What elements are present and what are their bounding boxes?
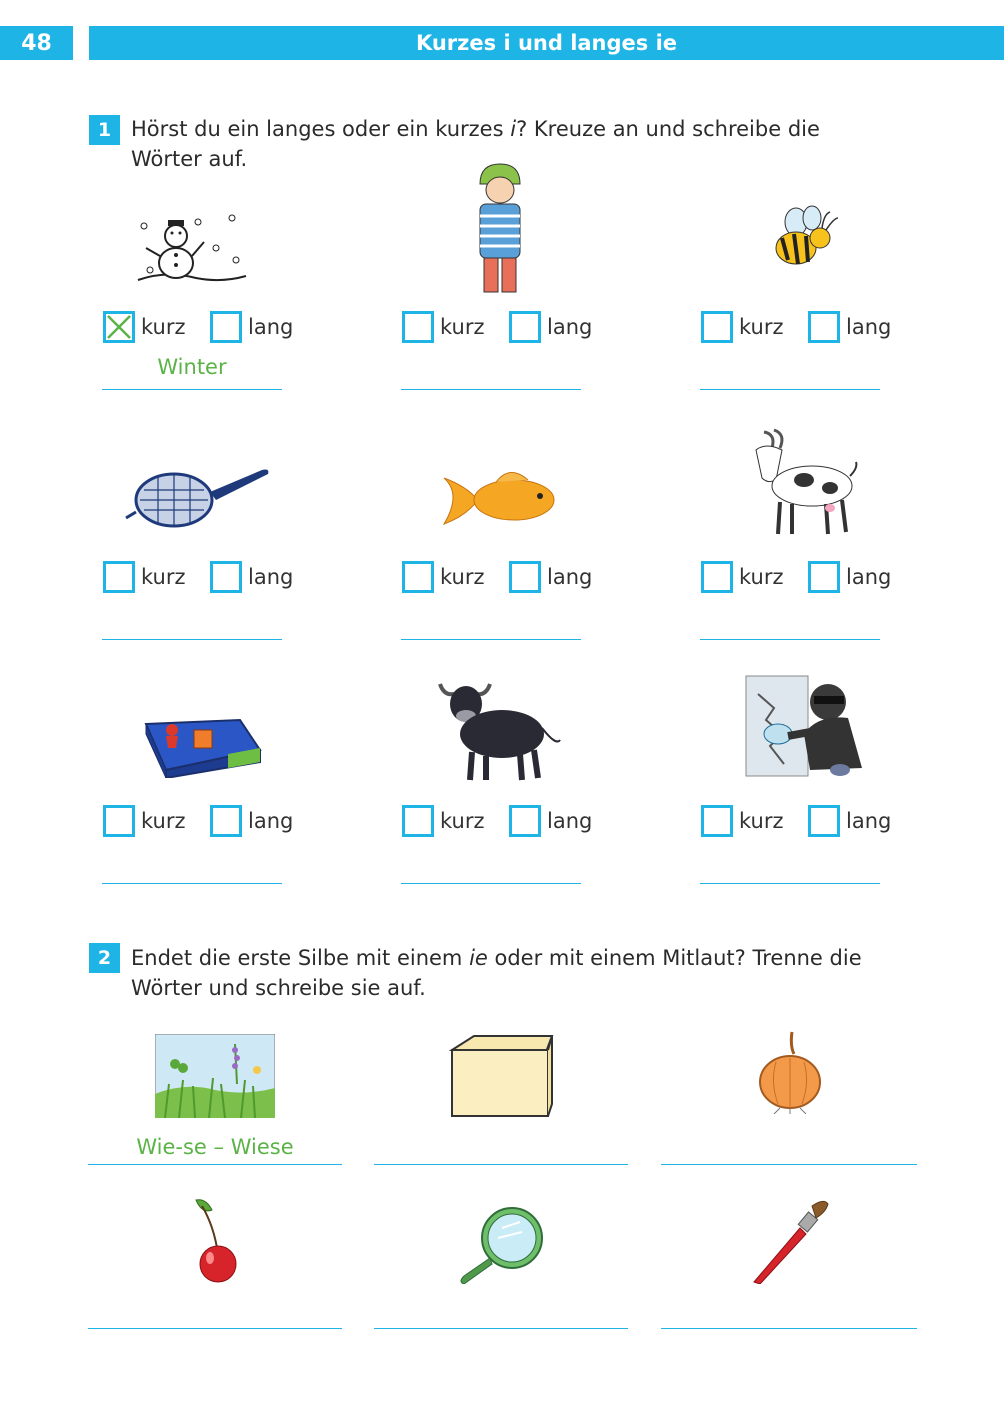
checkbox-label-lang: lang bbox=[547, 809, 593, 833]
task-2-text-part: oder mit einem Mitlaut? Trenne die bbox=[487, 946, 862, 970]
board-game-picture bbox=[142, 710, 264, 778]
checkbox-lang[interactable] bbox=[509, 311, 541, 343]
answer-line[interactable] bbox=[700, 883, 880, 884]
checkbox-kurz[interactable] bbox=[402, 805, 434, 837]
box-picture bbox=[448, 1032, 556, 1120]
checkbox-label-kurz: kurz bbox=[141, 315, 186, 339]
task-2-text-italic: ie bbox=[469, 946, 488, 970]
task-2-text-line2: Wörter und schreibe sie auf. bbox=[131, 976, 426, 1000]
checkbox-lang[interactable] bbox=[509, 561, 541, 593]
checkbox-lang[interactable] bbox=[808, 311, 840, 343]
answer-line[interactable] bbox=[401, 389, 581, 390]
checkbox-label-lang: lang bbox=[547, 565, 593, 589]
answer-line[interactable] bbox=[661, 1164, 917, 1165]
answer-line[interactable] bbox=[88, 1328, 342, 1329]
checkbox-lang[interactable] bbox=[808, 561, 840, 593]
answer-text: Wie-se – Wiese bbox=[136, 1135, 294, 1159]
answer-line[interactable] bbox=[374, 1328, 628, 1329]
checkbox-kurz[interactable] bbox=[103, 561, 135, 593]
task-1-number: 1 bbox=[89, 115, 120, 145]
task-2-text-part: Endet die erste Silbe mit einem bbox=[131, 946, 470, 970]
checkbox-label-lang: lang bbox=[248, 809, 294, 833]
checkbox-kurz[interactable] bbox=[103, 805, 135, 837]
paintbrush-picture bbox=[750, 1198, 830, 1284]
checkbox-kurz[interactable] bbox=[402, 311, 434, 343]
answer-line[interactable] bbox=[102, 883, 282, 884]
mirror-picture bbox=[456, 1204, 548, 1284]
sieve-picture bbox=[124, 460, 270, 534]
checkbox-label-kurz: kurz bbox=[440, 565, 485, 589]
answer-line[interactable] bbox=[661, 1328, 917, 1329]
checkbox-label-kurz: kurz bbox=[739, 809, 784, 833]
answer-line[interactable] bbox=[401, 639, 581, 640]
goldfish-picture bbox=[440, 464, 564, 532]
checkbox-lang[interactable] bbox=[210, 311, 242, 343]
cherry-picture bbox=[184, 1196, 246, 1286]
onion-picture bbox=[756, 1030, 824, 1114]
boy-with-helmet-picture bbox=[470, 162, 530, 294]
task-1-text-line2: Wörter auf. bbox=[131, 147, 248, 171]
task-1-text-part: Hörst du ein langes oder ein kurzes bbox=[131, 117, 511, 141]
checkbox-label-kurz: kurz bbox=[440, 809, 485, 833]
checkbox-lang[interactable] bbox=[509, 805, 541, 837]
checkbox-label-kurz: kurz bbox=[739, 315, 784, 339]
checkbox-kurz[interactable] bbox=[402, 561, 434, 593]
checkbox-kurz[interactable] bbox=[701, 805, 733, 837]
answer-line[interactable] bbox=[374, 1164, 628, 1165]
bee-picture bbox=[768, 204, 840, 276]
checkbox-kurz[interactable] bbox=[701, 311, 733, 343]
page-title: Kurzes i und langes ie bbox=[89, 26, 1004, 60]
answer-line[interactable] bbox=[102, 389, 282, 390]
answer-line[interactable] bbox=[102, 639, 282, 640]
checkbox-label-lang: lang bbox=[547, 315, 593, 339]
checkbox-label-lang: lang bbox=[248, 315, 294, 339]
checkbox-label-lang: lang bbox=[846, 565, 892, 589]
checkbox-label-kurz: kurz bbox=[440, 315, 485, 339]
checkbox-label-lang: lang bbox=[846, 315, 892, 339]
checkbox-label-kurz: kurz bbox=[739, 565, 784, 589]
task-1-text-part: ? Kreuze an und schreibe die bbox=[516, 117, 820, 141]
checkbox-kurz[interactable] bbox=[103, 311, 135, 343]
meadow-picture bbox=[155, 1034, 275, 1118]
task-2-instruction bbox=[131, 943, 862, 1003]
page-number: 48 bbox=[0, 26, 73, 60]
checkbox-lang[interactable] bbox=[210, 561, 242, 593]
answer-line[interactable] bbox=[700, 639, 880, 640]
checkbox-label-kurz: kurz bbox=[141, 565, 186, 589]
checkbox-label-lang: lang bbox=[846, 809, 892, 833]
task-1-text-italic: i bbox=[510, 117, 517, 141]
thief-picture bbox=[744, 674, 868, 780]
check-cross-icon bbox=[106, 314, 132, 340]
checkbox-kurz[interactable] bbox=[701, 561, 733, 593]
task-2-number: 2 bbox=[89, 943, 120, 973]
answer-line[interactable] bbox=[401, 883, 581, 884]
bull-picture bbox=[436, 676, 564, 782]
answer-text: Winter bbox=[157, 355, 227, 379]
checkbox-label-lang: lang bbox=[248, 565, 294, 589]
checkbox-lang[interactable] bbox=[210, 805, 242, 837]
checkbox-label-kurz: kurz bbox=[141, 809, 186, 833]
answer-line[interactable] bbox=[88, 1164, 342, 1165]
checkbox-lang[interactable] bbox=[808, 805, 840, 837]
snowman-picture bbox=[136, 208, 248, 290]
answer-line[interactable] bbox=[700, 389, 880, 390]
goat-picture bbox=[746, 428, 860, 538]
